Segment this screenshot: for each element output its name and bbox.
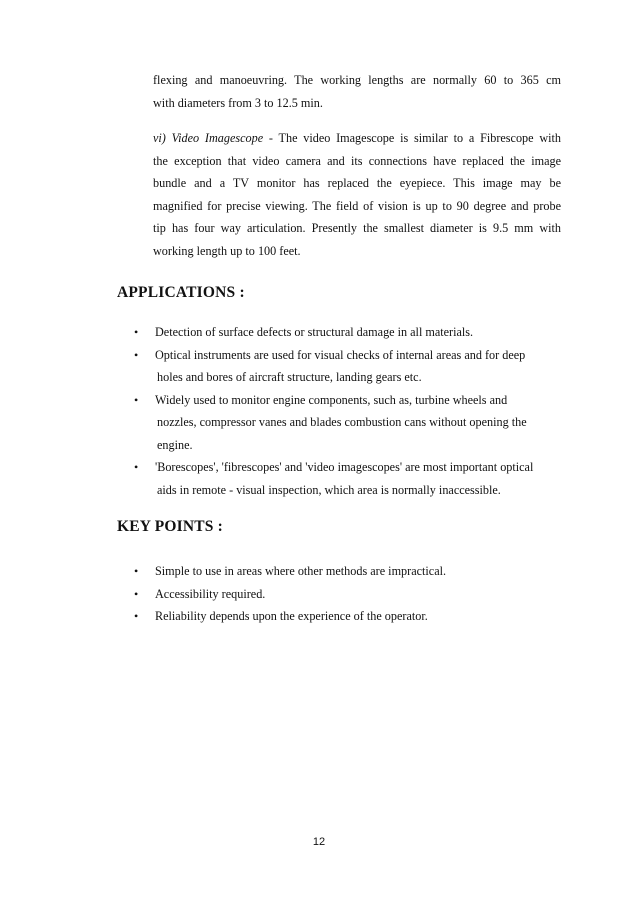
- key-points-item: [0, 560, 638, 583]
- list-item-text: aids in remote - visual inspection, which area is normally inaccessible.: [157, 482, 501, 497]
- list-item-text: Reliability depends upon the experience of the operator.: [155, 609, 428, 623]
- applications-item: [0, 456, 638, 501]
- video-line-2: the exception that video camera and its connections have replaced the image: [153, 153, 561, 168]
- video-line-6: working length up to 100 feet.: [153, 243, 301, 258]
- bullet-icon: •: [134, 347, 139, 362]
- video-line-1: [153, 127, 561, 150]
- applications-heading: APPLICATIONS :: [117, 284, 245, 301]
- video-imagescope-paragraph: [153, 127, 561, 262]
- list-item-text: engine.: [157, 437, 193, 452]
- bullet-icon: •: [134, 564, 139, 578]
- video-line-3: bundle and a TV monitor has replaced the eyepiece. This image may be: [153, 176, 561, 190]
- intro-line-2: with diameters from 3 to 12.5 min.: [153, 95, 323, 110]
- list-item-text: nozzles, compressor vanes and blades combustion cans without opening the: [157, 415, 527, 429]
- list-item-text: Widely used to monitor engine components, such as, turbine wheels and: [155, 392, 508, 407]
- video-imagescope-label: vi) Video Imagescope: [153, 131, 264, 145]
- list-item-text: Detection of surface defects or structural damage in all materials.: [155, 325, 474, 339]
- page-number: 12: [312, 836, 326, 848]
- video-line-5: tip has four way articulation. Presently the smallest diameter is 9.5 mm with: [153, 221, 561, 235]
- bullet-icon: •: [134, 586, 139, 601]
- list-item-text: Simple to use in areas where other methods are impractical.: [155, 564, 447, 578]
- bullet-icon: •: [134, 609, 139, 623]
- applications-list: [0, 321, 638, 501]
- key-points-heading: KEY POINTS :: [117, 518, 224, 535]
- bullet-icon: •: [134, 460, 139, 474]
- video-line-1-text: - The video Imagescope is similar to a Fibrescope with: [263, 131, 561, 145]
- key-points-item: [0, 583, 638, 606]
- bullet-icon: •: [134, 325, 139, 339]
- video-line-4: magnified for precise viewing. The field of vision is up to 90 degree and probe: [153, 198, 561, 213]
- applications-item: [0, 389, 638, 457]
- bullet-icon: •: [134, 392, 139, 407]
- applications-item: [0, 321, 638, 344]
- list-item-text: Accessibility required.: [155, 586, 266, 601]
- intro-paragraph: [153, 69, 561, 114]
- list-item-text: Optical instruments are used for visual checks of internal areas and for deep: [155, 347, 526, 362]
- key-points-list: [0, 560, 638, 628]
- key-points-item: [0, 605, 638, 628]
- intro-line-1: flexing and manoeuvring. The working lengths are normally 60 to 365 cm: [153, 73, 561, 87]
- list-item-text: 'Borescopes', 'fibrescopes' and 'video imagescopes' are most important optical: [155, 460, 534, 474]
- applications-item: [0, 344, 638, 389]
- list-item-text: holes and bores of aircraft structure, landing gears etc.: [157, 370, 422, 384]
